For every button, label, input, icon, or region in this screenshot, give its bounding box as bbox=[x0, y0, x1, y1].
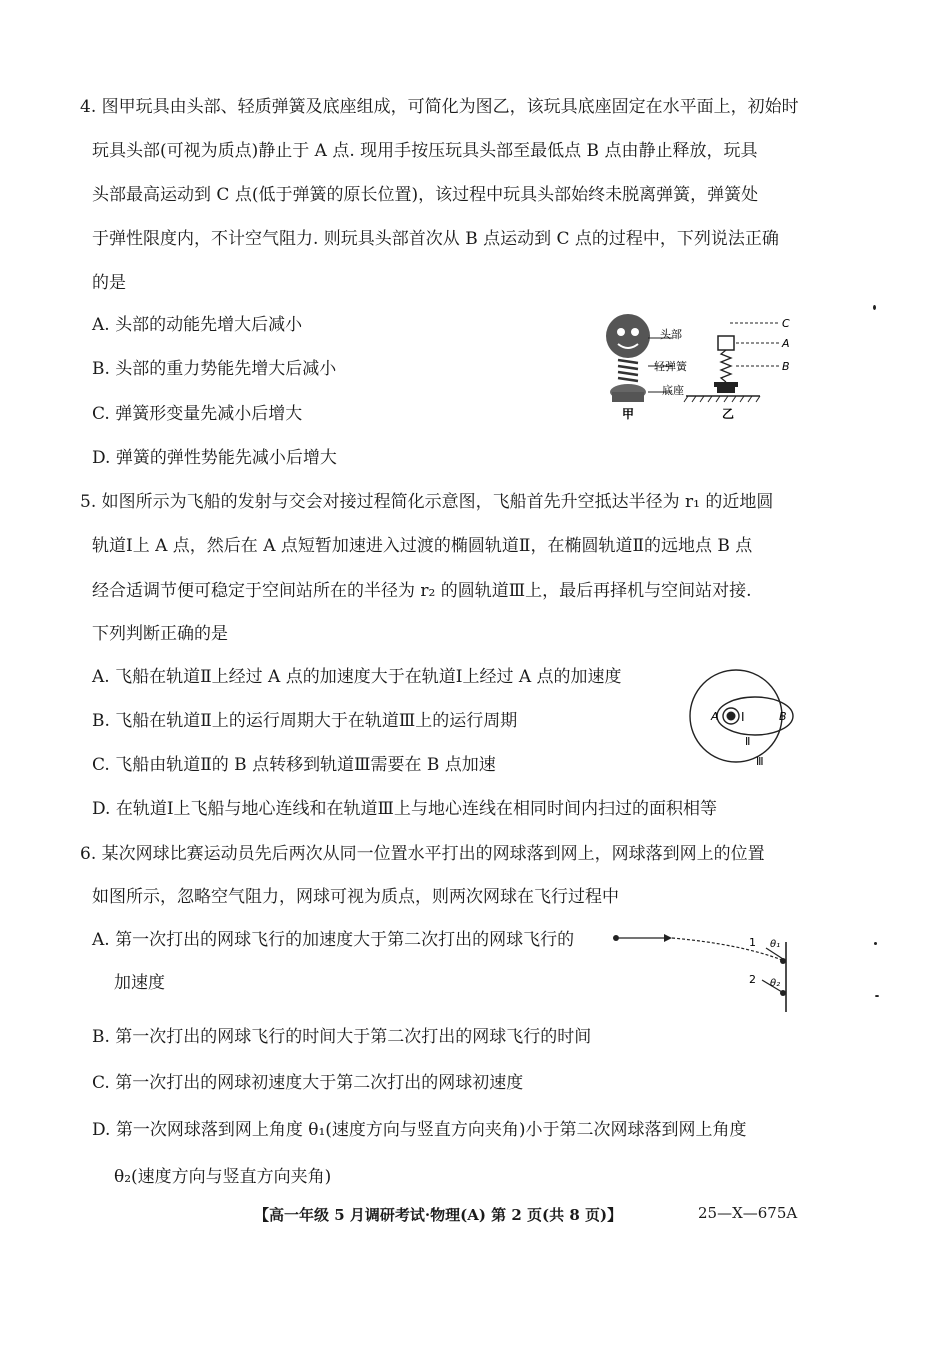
toy-picture bbox=[606, 314, 650, 402]
q4-stem-line-3: 头部最高运动到 C 点(低于弹簧的原长位置)，该过程中玩具头部始终未脱离弹簧，弹簧处 bbox=[92, 185, 759, 205]
q6-option-a: A. 第一次打出的网球飞行的加速度大于第二次打出的网球飞行的 bbox=[92, 930, 575, 950]
scan-speck bbox=[875, 995, 879, 997]
label-ball-2: 2 bbox=[749, 973, 756, 986]
label-point-a: A bbox=[782, 337, 790, 350]
label-ball-1: 1 bbox=[749, 936, 756, 949]
scan-speck bbox=[873, 305, 876, 310]
page-footer: 【高一年级 5 月调研考试·物理(A) 第 2 页(共 8 页)】 bbox=[254, 1206, 623, 1224]
q4-stem-line-4: 于弹性限度内，不计空气阻力. 则玩具头部首次从 B 点运动到 C 点的过程中，下列说法正确 bbox=[92, 229, 779, 249]
launch-point bbox=[613, 935, 619, 941]
q5-stem-line-3: 经合适调节便可稳定于空间站所在的半径为 r₂ 的圆轨道Ⅲ上，最后再择机与空间站对接. bbox=[92, 581, 752, 601]
label-orbit-2: Ⅱ bbox=[745, 735, 751, 748]
earth bbox=[727, 712, 736, 721]
label-fig-a: 甲 bbox=[622, 407, 635, 421]
label-orbit-1: I bbox=[741, 710, 745, 724]
q4-stem-line-1: 4. 图甲玩具由头部、轻质弹簧及底座组成，可简化为图乙，该玩具底座固定在水平面上，初始时 bbox=[80, 97, 799, 117]
q6-stem-line-1: 6. 某次网球比赛运动员先后两次从同一位置水平打出的网球落到网上，网球落到网上的位置 bbox=[80, 844, 765, 864]
q6-option-a-cont: 加速度 bbox=[114, 973, 165, 993]
q6-option-c: C. 第一次打出的网球初速度大于第二次打出的网球初速度 bbox=[92, 1073, 524, 1093]
q4-option-b: B. 头部的重力势能先增大后减小 bbox=[92, 359, 337, 379]
q5-option-b: B. 飞船在轨道Ⅱ上的运行周期大于在轨道Ⅲ上的运行周期 bbox=[92, 711, 518, 731]
q5-option-c: C. 飞船由轨道Ⅱ的 B 点转移到轨道Ⅲ需要在 B 点加速 bbox=[92, 755, 496, 775]
label-fig-b: 乙 bbox=[722, 407, 735, 421]
label-orbit-3: Ⅲ bbox=[756, 755, 764, 768]
q4-stem-line-2: 玩具头部(可视为质点)静止于 A 点. 现用手按压玩具头部至最低点 B 点由静止释放，玩具 bbox=[92, 141, 758, 161]
q5-orbit-figure bbox=[676, 664, 796, 768]
q5-stem-line-2: 轨道Ⅰ上 A 点，然后在 A 点短暂加速进入过渡的椭圆轨道Ⅱ，在椭圆轨道Ⅱ的远地点 B 点 bbox=[92, 536, 753, 556]
label-theta-1: θ₁ bbox=[770, 939, 781, 950]
q4-option-d: D. 弹簧的弹性势能先减小后增大 bbox=[92, 448, 337, 468]
q4-stem-line-5: 的是 bbox=[92, 273, 126, 293]
label-point-b: B bbox=[782, 360, 790, 373]
label-base: 底座 bbox=[662, 384, 684, 397]
q4-option-c: C. 弹簧形变量先减小后增大 bbox=[92, 404, 303, 424]
q4-toy-figure bbox=[590, 308, 800, 428]
scan-speck bbox=[874, 942, 877, 945]
label-theta-2: θ₂ bbox=[770, 978, 781, 989]
q5-stem-line-1: 5. 如图所示为飞船的发射与交会对接过程简化示意图，飞船首先升空抵达半径为 r₁ 的近地圆 bbox=[80, 492, 774, 512]
q6-option-d: D. 第一次网球落到网上角度 θ₁(速度方向与竖直方向夹角)小于第二次网球落到网上角度 bbox=[92, 1120, 747, 1140]
ball-2 bbox=[780, 990, 786, 996]
q5-option-a: A. 飞船在轨道Ⅱ上经过 A 点的加速度大于在轨道Ⅰ上经过 A 点的加速度 bbox=[92, 667, 622, 687]
ball-1 bbox=[780, 958, 786, 964]
q6-option-b: B. 第一次打出的网球飞行的时间大于第二次打出的网球飞行的时间 bbox=[92, 1027, 592, 1047]
label-head: 头部 bbox=[660, 328, 682, 341]
q5-stem-line-4: 下列判断正确的是 bbox=[92, 624, 228, 644]
q5-option-d: D. 在轨道Ⅰ上飞船与地心连线和在轨道Ⅲ上与地心连线在相同时间内扫过的面积相等 bbox=[92, 799, 717, 819]
spring-model bbox=[684, 336, 760, 402]
label-b: B bbox=[779, 710, 787, 723]
q6-option-d-cont: θ₂(速度方向与竖直方向夹角) bbox=[114, 1167, 332, 1187]
label-point-c: C bbox=[782, 317, 790, 330]
q6-tennis-figure bbox=[610, 924, 796, 1016]
q4-option-a: A. 头部的动能先增大后减小 bbox=[92, 315, 303, 335]
paper-code: 25—X—675A bbox=[698, 1204, 798, 1222]
orbit-3 bbox=[690, 670, 782, 762]
label-a: A bbox=[711, 710, 719, 723]
label-spring: 轻弹簧 bbox=[654, 360, 687, 373]
q6-stem-line-2: 如图所示，忽略空气阻力，网球可视为质点，则两次网球在飞行过程中 bbox=[92, 887, 619, 907]
